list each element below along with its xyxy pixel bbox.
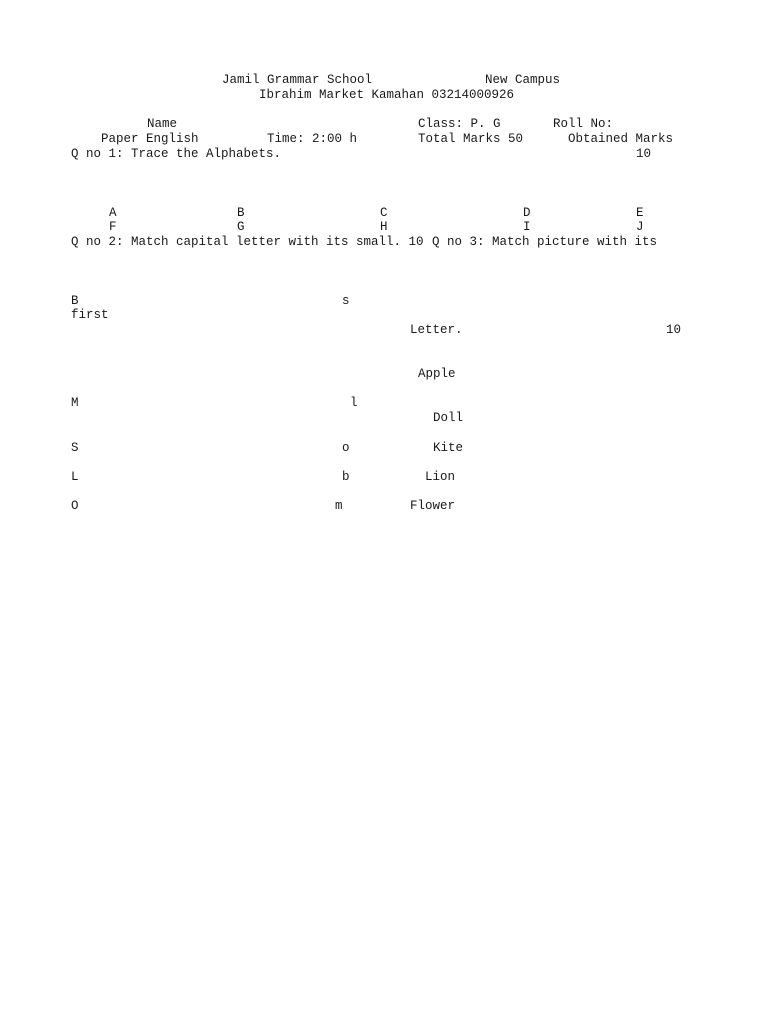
trace-letter: I (523, 220, 531, 234)
small-letter: l (350, 396, 358, 410)
picture-word: Lion (425, 470, 456, 484)
capital-letter: O (71, 499, 79, 513)
capital-letter: S (71, 441, 79, 455)
school-name: Jamil Grammar School (222, 73, 373, 87)
picture-word: Kite (433, 441, 464, 455)
small-letter: m (335, 499, 343, 513)
capital-letter: L (71, 470, 79, 484)
question-3: Q no 3: Match picture with its (432, 235, 658, 249)
roll-no-label: Roll No: (553, 117, 614, 131)
trace-letter: H (380, 220, 388, 234)
picture-word: Doll (433, 411, 464, 425)
trace-letter: G (237, 220, 245, 234)
small-letter: o (342, 441, 350, 455)
campus-name: New Campus (485, 73, 561, 87)
trace-letter: J (636, 220, 644, 234)
trace-letter: C (380, 206, 388, 220)
small-letter: s (342, 294, 350, 308)
trace-letter: F (109, 220, 117, 234)
question-1: Q no 1: Trace the Alphabets. (71, 147, 282, 161)
question-3-continued: Letter. (410, 323, 463, 337)
trace-letter: E (636, 206, 644, 220)
class-label: Class: P. G (418, 117, 501, 131)
question-2: Q no 2: Match capital letter with its small. 10 (71, 235, 424, 249)
time-label: Time: 2:00 h (267, 132, 358, 146)
name-label: Name (147, 117, 178, 131)
picture-word: Apple (418, 367, 456, 381)
total-marks-label: Total Marks 50 (418, 132, 524, 146)
capital-letter: M (71, 396, 79, 410)
school-address: Ibrahim Market Kamahan 03214000926 (259, 88, 515, 102)
paper-label: Paper English (101, 132, 199, 146)
trace-letter: A (109, 206, 117, 220)
question-1-marks: 10 (636, 147, 652, 161)
capital-letter: B (71, 294, 79, 308)
trace-letter: B (237, 206, 245, 220)
picture-word: Flower (410, 499, 456, 513)
obtained-marks-label: Obtained Marks (568, 132, 674, 146)
trace-letter: D (523, 206, 531, 220)
question-3-continued: first (71, 308, 109, 322)
small-letter: b (342, 470, 350, 484)
question-3-marks: 10 (666, 323, 682, 337)
